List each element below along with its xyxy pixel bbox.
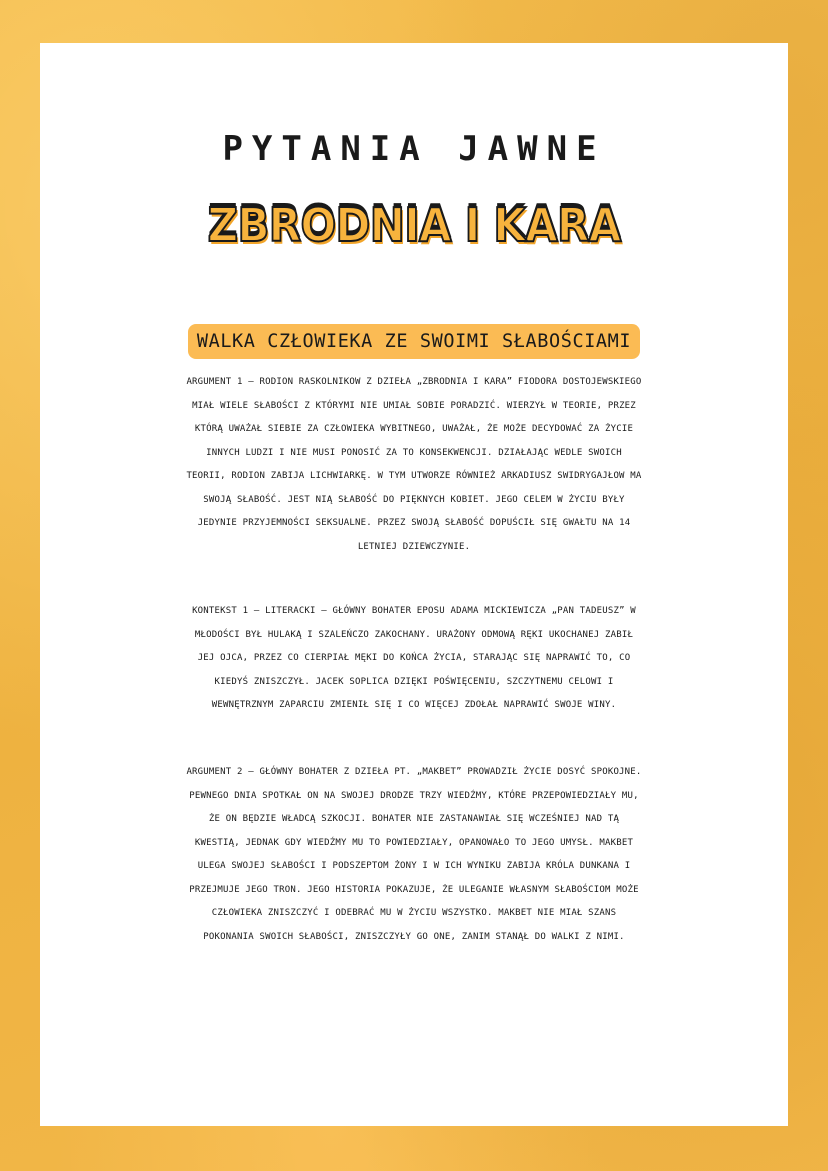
text-line: INNYCH LUDZI I NIE MUSI PONOSIĆ ZA TO KONSEKWENCJI. DZIAŁAJĄC WEDLE SWOICH [206,447,622,458]
argument-1-paragraph [40,371,788,559]
text-line: LETNIEJ DZIEWCZYNIE. [357,541,471,552]
text-line: WEWNĘTRZNYM ZAPARCIU ZMIENIŁ SIĘ I CO WIĘCEJ ZDOŁAŁ NAPRAWIĆ SWOJE WINY. [211,700,617,710]
page-title: PYTANIA JAWNE [222,129,606,169]
topic-container [40,324,788,359]
text-line: SWOJĄ SŁABOŚĆ. JEST NIĄ SŁABOŚĆ DO PIĘKNYCH KOBIET. JEGO CELEM W ŻYCIU BYŁY [203,494,625,505]
topic-badge: WALKA CZŁOWIEKA ZE SWOIMI SŁABOŚCIAMI [188,324,640,359]
text-line: ARGUMENT 1 – RODION RASKOLNIKOW Z DZIEŁA „ZBRODNIA I KARA” FIODORA DOSTOJEWSKIEGO [186,377,642,387]
text-line: ULEGA SWOJEJ SŁABOŚCI I PODSZEPTOM ŻONY I W ICH WYNIKU ZABIJA KRÓLA DUNKANA I [197,861,631,871]
text-line: MIAŁ WIELE SŁABOŚCI Z KTÓRYMI NIE UMIAŁ SOBIE PORADZIĆ. WIERZYŁ W TEORIE, PRZEZ [192,400,636,411]
book-title: ZBRODNIA I KARA [207,198,621,252]
argument-2-paragraph [40,761,788,949]
context-1-paragraph [40,600,788,718]
text-line: CZŁOWIEKA ZNISZCZYĆ I ODEBRAĆ MU W ŻYCIU WSZYSTKO. MAKBET NIE MIAŁ SZANS [211,908,617,918]
text-line: POKONANIA SWOICH SŁABOŚCI, ZNISZCZYŁY GO ONE, ZANIM STANĄŁ DO WALKI Z NIMI. [203,931,625,942]
text-line: MŁODOŚCI BYŁ HULAKĄ I SZALEŃCZO ZAKOCHANY. URAŻONY ODMOWĄ RĘKI UKOCHANEJ ZABIŁ [194,629,634,640]
page-sheet [40,43,788,1126]
text-line: JEDYNIE PRZYJEMNOŚCI SEKSUALNE. PRZEZ SWOJĄ SŁABOŚĆ DOPUŚCIŁ SIĘ GWAŁTU NA 14 [197,518,631,528]
text-line: KIEDYŚ ZNISZCZYŁ. JACEK SOPLICA DZIĘKI POŚWIĘCENIU, SZCZYTNEMU CELOWI I [214,676,614,687]
text-line: PRZEJMUJE JEGO TRON. JEGO HISTORIA POKAZUJE, ŻE ULEGANIE WŁASNYM SŁABOŚCIOM MOŻE [189,884,639,895]
text-line: ARGUMENT 2 – GŁÓWNY BOHATER Z DZIEŁA PT. „MAKBET” PROWADZIŁ ŻYCIE DOSYĆ SPOKOJNE. [186,767,642,777]
text-line: KWESTIĄ, JEDNAK GDY WIEDŹMY MU TO POWIEDZIAŁY, OPANOWAŁO TO JEGO UMYSŁ. MAKBET [194,837,634,848]
text-line: KTÓRĄ UWAŻAŁ SIEBIE ZA CZŁOWIEKA WYBITNEGO, UWAŻAŁ, ŻE MOŻE DECYDOWAĆ ZA ŻYCIE [194,424,634,434]
text-line: ŻE ON BĘDZIE WŁADCĄ SZKOCJI. BOHATER NIE ZASTANAWIAŁ SIĘ WCZEŚNIEJ NAD TĄ [208,814,620,824]
text-line: TEORII, RODION ZABIJA LICHWIARKĘ. W TYM UTWORZE RÓWNIEŻ ARKADIUSZ SWIDRYGAJŁOW MA [186,471,642,481]
text-line: PEWNEGO DNIA SPOTKAŁ ON NA SWOJEJ DRODZE TRZY WIEDŹMY, KTÓRE PRZEPOWIEDZIAŁY MU, [189,790,639,801]
text-line: JEJ OJCA, PRZEZ CO CIERPIAŁ MĘKI DO KOŃCA ŻYCIA, STARAJĄC SIĘ NAPRAWIĆ TO, CO [197,653,631,663]
text-line: KONTEKST 1 – LITERACKI – GŁÓWNY BOHATER EPOSU ADAMA MICKIEWICZA „PAN TADEUSZ” W [192,606,636,616]
